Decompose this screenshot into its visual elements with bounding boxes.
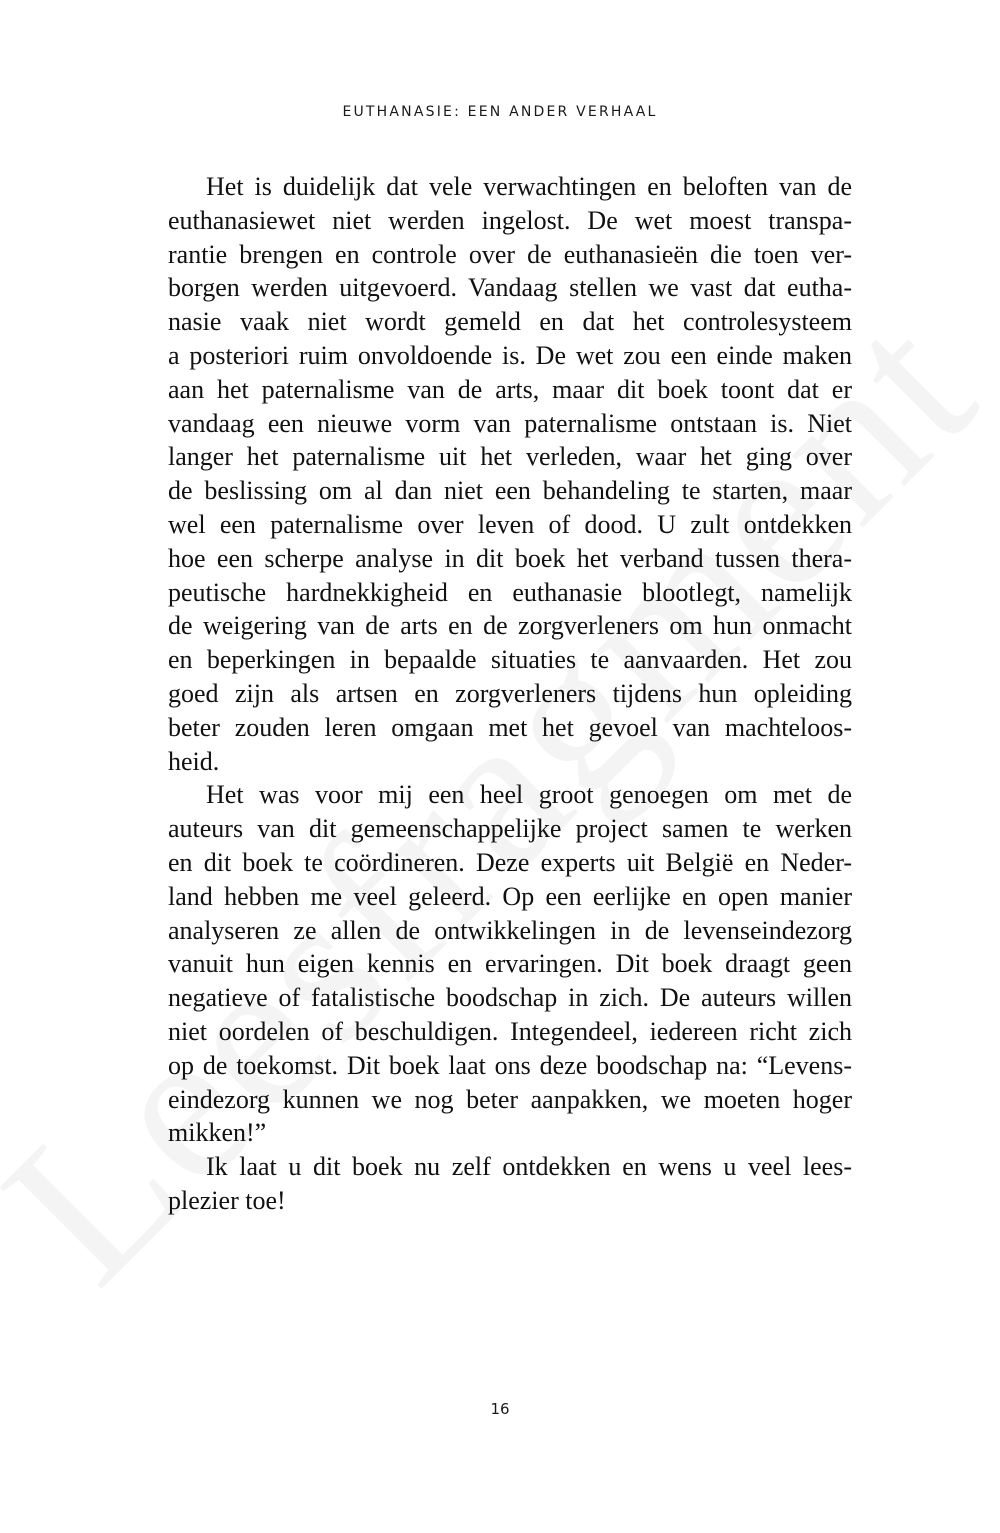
paragraph-3 xyxy=(168,1150,852,1218)
text-line: en dit boek te coördineren. Deze experts uit België en Neder- xyxy=(168,847,852,877)
text-line: beter zouden leren omgaan met het gevoel van machteloos- xyxy=(168,712,852,742)
text-line: heid. xyxy=(168,746,220,776)
text-line: negatieve of fatalistische boodschap in zich. De auteurs willen xyxy=(168,983,852,1013)
text-line: mikken!” xyxy=(168,1118,267,1148)
text-line: vanuit hun eigen kennis en ervaringen. Dit boek draagt geen xyxy=(168,949,852,979)
text-line: vandaag een nieuwe vorm van paternalisme ontstaan is. Niet xyxy=(168,408,852,438)
text-line: niet oordelen of beschuldigen. Integendeel, iedereen richt zich xyxy=(168,1016,852,1046)
text-line: de beslissing om al dan niet een behandeling te starten, maar xyxy=(168,476,852,506)
text-line: Het is duidelijk dat vele verwachtingen en beloften van de xyxy=(206,172,852,201)
text-line: nasie vaak niet wordt gemeld en dat het controlesysteem xyxy=(168,307,852,337)
paragraph-1 xyxy=(168,170,852,778)
page-number: 16 xyxy=(490,1400,510,1418)
text-line: borgen werden uitgevoerd. Vandaag stellen we vast dat eutha- xyxy=(168,273,852,303)
text-line: goed zijn als artsen en zorgverleners tijdens hun opleiding xyxy=(168,678,852,708)
text-line: langer het paternalisme uit het verleden, waar het ging over xyxy=(168,442,852,472)
text-line: rantie brengen en controle over de euthanasieën die toen ver- xyxy=(168,239,852,269)
text-line: op de toekomst. Dit boek laat ons deze boodschap na: “Levens- xyxy=(168,1050,852,1080)
text-line: aan het paternalisme van de arts, maar dit boek toont dat er xyxy=(168,374,852,404)
text-line: analyseren ze allen de ontwikkelingen in de levenseindezorg xyxy=(168,915,852,945)
text-line: eindezorg kunnen we nog beter aanpakken, we moeten hoger xyxy=(168,1084,852,1114)
text-line: en beperkingen in bepaalde situaties te aanvaarden. Het zou xyxy=(168,645,852,675)
text-line: auteurs van dit gemeenschappelijke project samen te werken xyxy=(168,814,852,844)
paragraph-2 xyxy=(168,778,852,1150)
running-header: EUTHANASIE: EEN ANDER VERHAAL xyxy=(342,104,658,120)
text-line: de weigering van de arts en de zorgverleners om hun onmacht xyxy=(168,611,852,641)
text-line: euthanasiewet niet werden ingelost. De wet moest transpa- xyxy=(168,205,852,235)
text-line: land hebben me veel geleerd. Op een eerlijke en open manier xyxy=(168,881,852,911)
text-line: plezier toe! xyxy=(168,1185,286,1215)
text-line: Ik laat u dit boek nu zelf ontdekken en wens u veel lees- xyxy=(206,1152,852,1182)
text-line: peutische hardnekkigheid en euthanasie blootlegt, namelijk xyxy=(168,577,852,607)
text-line: a posteriori ruim onvoldoende is. De wet zou een einde maken xyxy=(168,340,852,370)
text-line: wel een paternalisme over leven of dood. U zult ontdekken xyxy=(168,509,852,539)
text-line: hoe een scherpe analyse in dit boek het verband tussen thera- xyxy=(168,543,852,573)
body-text xyxy=(168,170,852,1218)
text-line: Het was voor mij een heel groot genoegen om met de xyxy=(206,780,852,810)
